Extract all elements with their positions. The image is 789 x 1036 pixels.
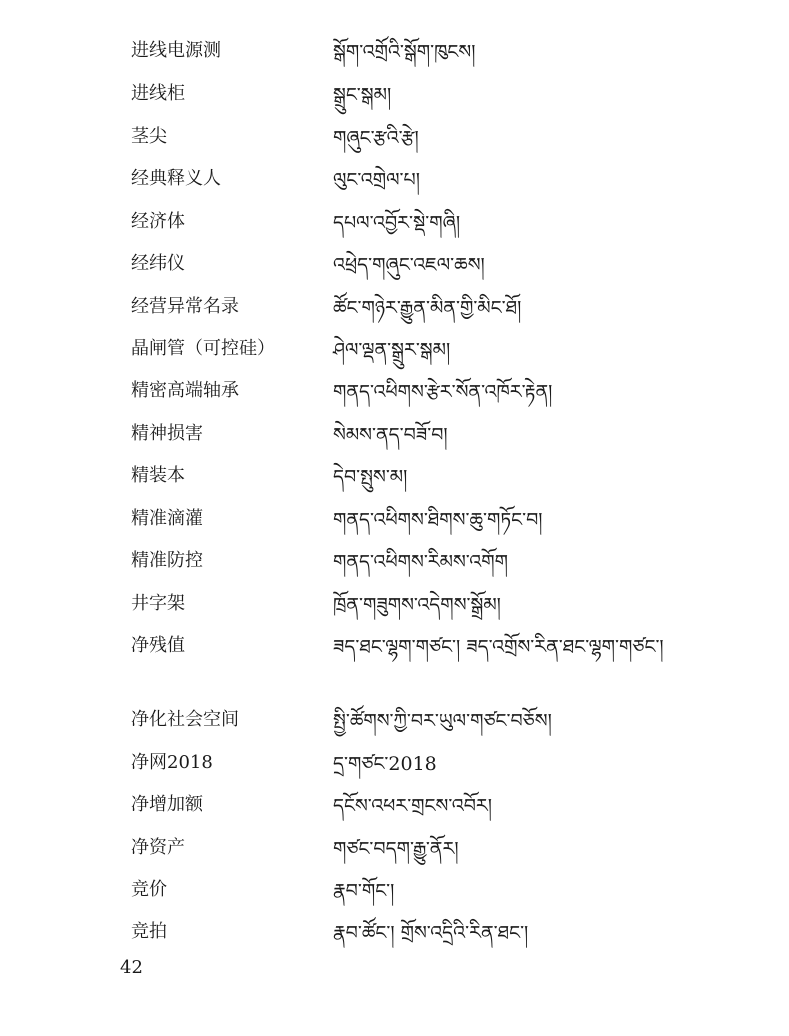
tibetan-term: ཁྲོན་གཟུགས་འདེགས་སྒྲོམ། (333, 594, 501, 616)
tibetan-term: སྒོག་འགྲོའི་སྒོག་ཁུངས། (333, 41, 476, 63)
chinese-term: 精密高端轴承 (131, 380, 239, 401)
chinese-term: 精神损害 (131, 423, 203, 444)
chinese-term: 茎尖 (131, 126, 167, 147)
tibetan-term: སེམས་ནད་བཟོ་བ། (333, 424, 448, 446)
tibetan-term: གནད་འཕིགས་རྩེར་སོན་འཁོར་རྟེན། (333, 381, 553, 403)
tibetan-term: གནད་འཕིགས་ཐིགས་ཆུ་གཏོང་བ། (333, 509, 543, 531)
chinese-term: 进线柜 (131, 83, 185, 104)
page-number: 42 (120, 957, 143, 978)
chinese-term: 井字架 (131, 593, 185, 614)
chinese-term: 经济体 (131, 211, 185, 232)
tibetan-term: སྤྱི་ཚོགས་ཀྱི་བར་ཡུལ་གཙང་བཅོས། (333, 710, 552, 732)
tibetan-term: དཔལ་འབྱོར་སྡེ་གཞི། (333, 212, 461, 234)
tibetan-term: རྣབ་གོང་། (333, 880, 395, 902)
tibetan-term: རྣབ་ཚོང་། གྲོས་འདྲིའི་རིན་ཐང་། (333, 922, 529, 944)
tibetan-term: དེབ་སྤུས་མ། (333, 466, 408, 488)
tibetan-term: ལུང་འགྲེལ་པ། (333, 169, 420, 191)
tibetan-term: ཤེལ་ལྡན་སྒྲུར་སྒམ། (333, 339, 451, 361)
chinese-term: 经营异常名录 (131, 296, 239, 317)
tibetan-term: གནད་འཕིགས་རིམས་འགོག (333, 551, 508, 573)
tibetan-term: དངོས་འཕར་གྲངས་འབོར། (333, 795, 492, 817)
tibetan-term: གཞུང་རྩའི་རྩེ། (333, 127, 419, 149)
chinese-term: 净资产 (131, 837, 185, 858)
tibetan-term: དྲ་གཙང་2018 (333, 753, 437, 775)
tibetan-term: སྒྲུང་སྒམ། (333, 84, 392, 106)
chinese-term: 经典释义人 (131, 168, 221, 189)
chinese-term: 经纬仪 (131, 253, 185, 274)
chinese-term: 竞价 (131, 879, 167, 900)
chinese-term: 净网2018 (131, 752, 213, 773)
chinese-term: 精准滴灌 (131, 508, 203, 529)
chinese-term: 竞拍 (131, 921, 167, 942)
chinese-term: 净增加额 (131, 794, 203, 815)
chinese-term: 精装本 (131, 465, 185, 486)
chinese-term: 晶闸管（可控硅） (131, 338, 275, 359)
chinese-term: 净化社会空间 (131, 709, 239, 730)
tibetan-term: ཟད་ཐང་ལྷག་གཙང་། ཟད་འགྲོས་རིན་ཐང་ལྷག་གཙང་། (333, 636, 664, 658)
tibetan-term: གཙང་བདག་རྒྱུ་ནོར། (333, 838, 459, 860)
chinese-term: 进线电源测 (131, 40, 221, 61)
chinese-term: 净残值 (131, 635, 185, 656)
tibetan-term: འཕྲེད་གཞུང་འཇལ་ཆས། (333, 254, 485, 276)
chinese-term: 精准防控 (131, 550, 203, 571)
tibetan-term: ཚོང་གཉེར་རྒྱུན་མིན་གྱི་མིང་ཐོ། (333, 297, 522, 319)
